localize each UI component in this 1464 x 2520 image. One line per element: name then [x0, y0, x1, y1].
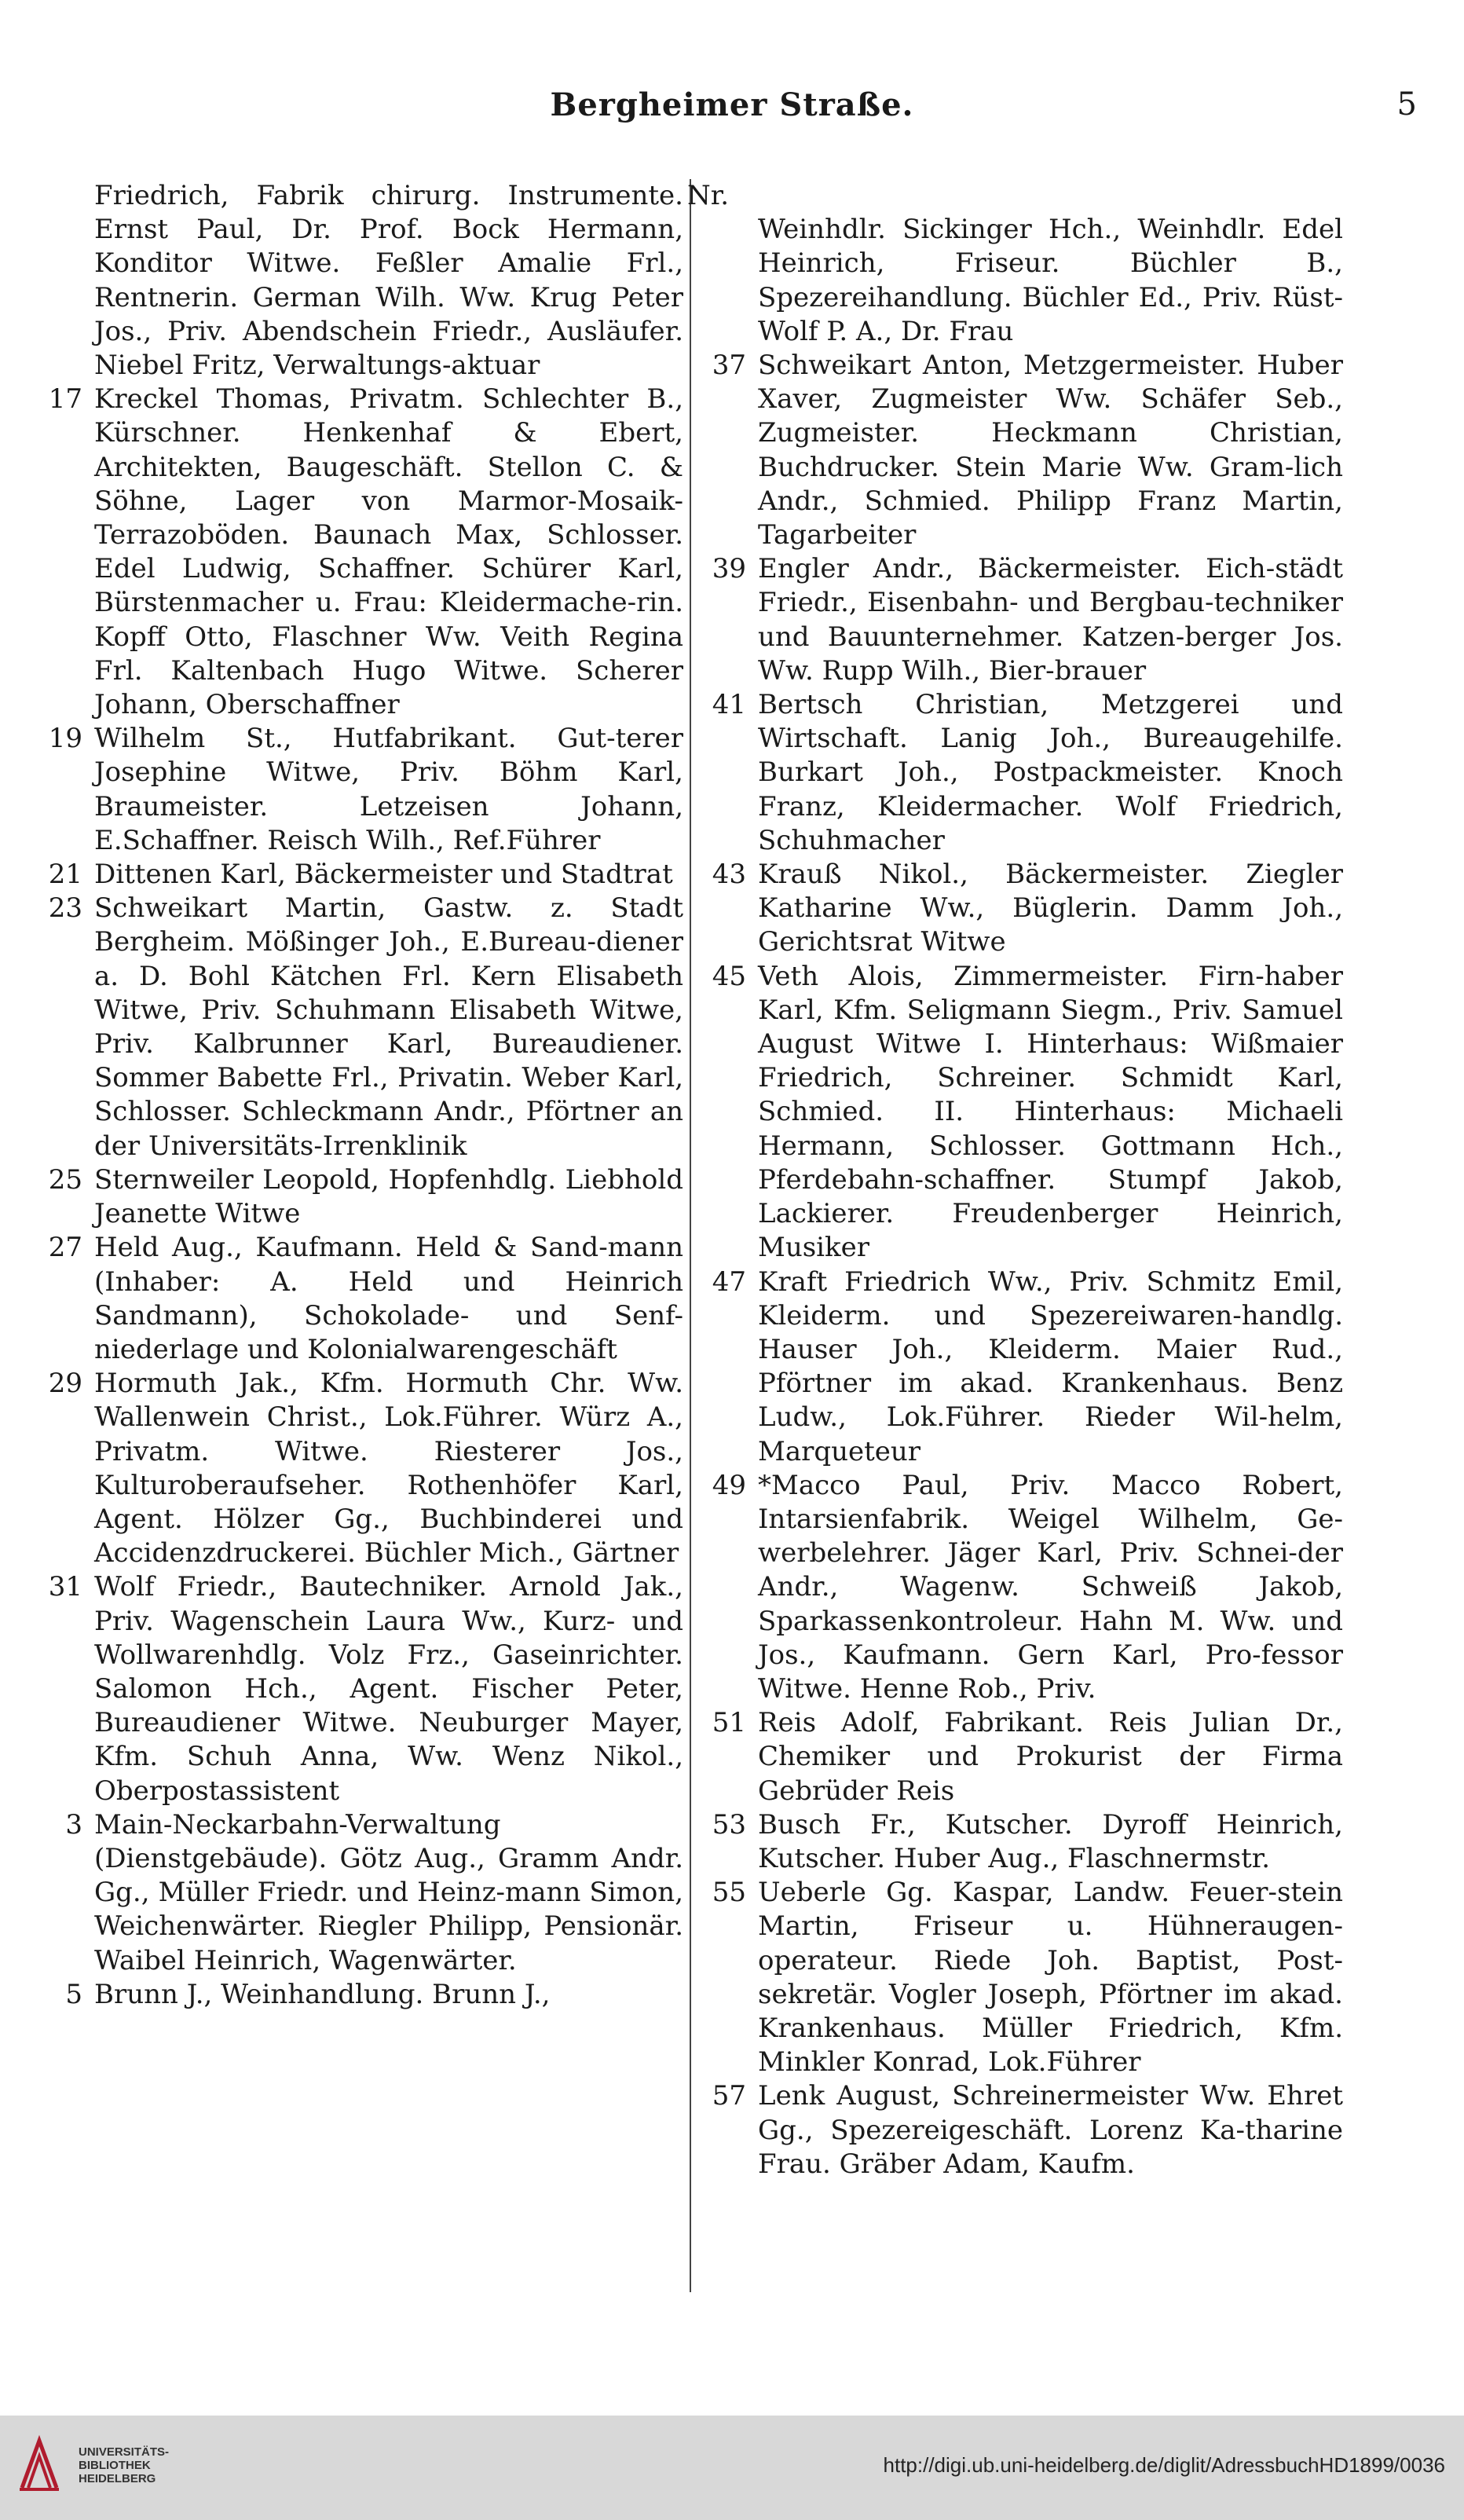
house-number: 57	[712, 2080, 746, 2112]
entry-text: Dittenen Karl, Bäckermeister und Stadtrat	[94, 859, 673, 891]
entry-text: Schweikart Anton, Metzgermeister. Huber Xaver, Zugmeister Ww. Schäfer Seb., Zugmeister. Heckmann Christian, Buchdrucker. Stein Marie Ww. Gram-lich Andr., Schmied. Philipp Franz Martin, Tagarbeiter	[758, 350, 1343, 551]
entry-text: Sternweiler Leopold, Hopfenhdlg. Liebhold Jeanette Witwe	[94, 1163, 683, 1230]
entry-text: Weinhdlr. Sickinger Hch., Weinhdlr. Edel Heinrich, Friseur. Büchler B., Spezereihandlung. Büchler Ed., Priv. Rüst-Wolf P. A., Dr. Frau	[758, 214, 1343, 347]
entry-text: Engler Andr., Bäckermeister. Eich-städt Friedr., Eisenbahn- und Bergbau-techniker und Bauunternehmer. Katzen-berger Jos. Ww. Rupp Wilh., Bier-brauer	[758, 553, 1343, 687]
address-entry	[703, 1706, 1343, 1808]
address-entry	[39, 1570, 683, 1808]
house-number: 39	[712, 553, 746, 585]
address-entry	[703, 1469, 1343, 1706]
library-name-line: HEIDELBERG	[79, 2472, 156, 2485]
entry-text: Wolf Friedr., Bautechniker. Arnold Jak., Priv. Wagenschein Laura Ww., Kurz- und Wollwarenhdlg. Volz Frz., Gaseinrichter. Salomon Hch., Agent. Fischer Peter, Bureaudiener Witwe. Neuburger Mayer, Kfm. Schuh Anna, Ww. Wenz Nikol., Oberpostassistent	[94, 1571, 683, 1807]
house-number: 55	[712, 1877, 746, 1909]
address-entry	[703, 552, 1343, 688]
library-name-line: BIBLIOTHEK	[79, 2459, 151, 2472]
address-entry	[703, 349, 1343, 552]
house-number: 3	[65, 1808, 82, 1841]
address-entry	[39, 858, 683, 892]
address-entry	[39, 892, 683, 1163]
entry-text: Hormuth Jak., Kfm. Hormuth Chr. Ww. Wallenwein Christ., Lok.Führer. Würz A., Privatm. Witwe. Riesterer Jos., Kulturoberaufseher. Rothenhöfer Karl, Agent. Hölzer Gg., Buchbinderei und Accidenzdruckerei. Büchler Mich., Gärtner	[94, 1368, 683, 1570]
house-number: 41	[712, 689, 746, 721]
entry-text: Kreckel Thomas, Privatm. Schlechter B., Kürschner. Henkenhaf & Ebert, Architekten, Baugeschäft. Stellon C. & Söhne, Lager von Marmor-Mosaik-Terrazoböden. Baunach Max, Schlosser. Edel Ludwig, Schaffner. Schürer Karl, Bürstenmacher u. Frau: Kleidermache-rin. Kopff Otto, Flaschner Ww. Veith Regina Frl. Kaltenbach Hugo Witwe. Scherer Johann, Oberschaffner	[94, 383, 683, 721]
house-number: 53	[712, 1808, 746, 1841]
address-entry	[703, 960, 1343, 1265]
address-entry	[39, 1367, 683, 1570]
house-number: 21	[48, 859, 82, 891]
address-entry	[703, 1808, 1343, 1876]
house-number: 37	[712, 350, 746, 382]
entry-text: *Macco Paul, Priv. Macco Robert, Intarsienfabrik. Weigel Wilhelm, Ge-werbelehrer. Jäger Karl, Priv. Schnei-der Andr., Wagenw. Schweiß Jakob, Sparkassenkontroleur. Hahn M. Ww. und Jos., Kaufmann. Gern Karl, Pro-fessor Witwe. Henne Rob., Priv.	[758, 1469, 1343, 1705]
house-number: 43	[712, 859, 746, 891]
house-number: 47	[712, 1265, 746, 1298]
entry-text: Busch Fr., Kutscher. Dyroff Heinrich, Kutscher. Huber Aug., Flaschnermstr.	[758, 1808, 1343, 1874]
library-name-line: UNIVERSITÄTS-	[79, 2445, 170, 2459]
entry-text: Schweikart Martin, Gastw. z. Stadt Bergheim. Mößinger Joh., E.Bureau-diener a. D. Bohl Kätchen Frl. Kern Elisabeth Witwe, Priv. Schuhmann Elisabeth Witwe, Priv. Kalbrunner Karl, Bureaudiener. Sommer Babette Frl., Privatin. Weber Karl, Schlosser. Schleckmann Andr., Pförtner an der Universitäts-Irrenklinik	[94, 892, 683, 1162]
address-entry	[703, 213, 1343, 349]
address-entry	[39, 1978, 683, 2012]
house-number: 25	[48, 1163, 82, 1196]
library-name	[79, 2445, 169, 2485]
house-number: 29	[48, 1368, 82, 1400]
entry-text: Held Aug., Kaufmann. Held & Sand-mann (Inhaber: A. Held und Heinrich Sandmann), Schokolade- und Senf-niederlage und Kolonialwarengeschäft	[94, 1232, 683, 1365]
entry-text: Veth Alois, Zimmermeister. Firn-haber Karl, Kfm. Seligmann Siegm., Priv. Samuel August Witwe I. Hinterhaus: Wißmaier Friedrich, Schreiner. Schmidt Karl, Schmied. II. Hinterhaus: Michaeli Hermann, Schlosser. Gottmann Hch., Pferdebahn-schaffner. Stumpf Jakob, Lackierer. Freudenberger Heinrich, Musiker	[758, 960, 1343, 1264]
address-entry	[703, 858, 1343, 960]
source-url-link[interactable]: http://digi.ub.uni-heidelberg.de/diglit/AdressbuchHD1899/0036	[883, 2453, 1445, 2477]
column-divider	[690, 179, 691, 2292]
house-number: 45	[712, 960, 746, 992]
address-entry	[39, 383, 683, 722]
column-heading: Nr.	[687, 180, 730, 211]
footer-bar	[0, 2416, 1464, 2520]
house-number: 19	[48, 723, 82, 755]
address-entry	[39, 179, 683, 383]
entry-text: Main-Neckarbahn-Verwaltung (Dienstgebäude). Götz Aug., Gramm Andr. Gg., Müller Friedr. und Heinz-mann Simon, Weichenwärter. Riegler Philipp, Pensionär. Waibel Heinrich, Wagenwärter.	[94, 1808, 683, 1976]
house-number: 49	[712, 1469, 746, 1501]
entry-text: Wilhelm St., Hutfabrikant. Gut-terer Josephine Witwe, Priv. Böhm Karl, Braumeister. Letzeisen Johann, E.Schaffner. Reisch Wilh., Ref.Führer	[94, 723, 683, 856]
house-number: 27	[48, 1232, 82, 1264]
address-entry	[39, 1163, 683, 1231]
address-entry	[39, 1808, 683, 1978]
address-entry	[703, 2079, 1343, 2181]
right-column	[687, 179, 1343, 2181]
house-number: 23	[48, 892, 82, 925]
entry-text: Lenk August, Schreinermeister Ww. Ehret Gg., Spezereigeschäft. Lorenz Ka-tharine Frau. Gräber Adam, Kaufm.	[758, 2080, 1343, 2180]
address-entry	[39, 1231, 683, 1367]
entry-text: Kraft Friedrich Ww., Priv. Schmitz Emil, Kleiderm. und Spezereiwaren-handlg. Hauser Joh., Kleiderm. Maier Rud., Pförtner im akad. Krankenhaus. Benz Ludw., Lok.Führer. Rieder Wil-helm, Marqueteur	[758, 1265, 1343, 1467]
entry-text: Friedrich, Fabrik chirurg. Instrumente. Ernst Paul, Dr. Prof. Bock Hermann, Konditor Witwe. Feßler Amalie Frl., Rentnerin. German Wilh. Ww. Krug Peter Jos., Priv. Abendschein Friedr., Ausläufer. Niebel Fritz, Verwaltungs-aktuar	[94, 180, 683, 382]
library-logo-icon	[16, 2433, 63, 2496]
house-number: 51	[712, 1707, 746, 1739]
house-number: 31	[48, 1571, 82, 1603]
page-number: 5	[1396, 86, 1417, 123]
address-entry	[39, 722, 683, 858]
entry-text: Krauß Nikol., Bäckermeister. Ziegler Katharine Ww., Büglerin. Damm Joh., Gerichtsrat Witwe	[758, 859, 1343, 958]
entry-text: Reis Adolf, Fabrikant. Reis Julian Dr., Chemiker und Prokurist der Firma Gebrüder Reis	[758, 1707, 1343, 1807]
house-number: 17	[48, 383, 82, 416]
house-number: 5	[65, 1978, 82, 2010]
entry-text: Ueberle Gg. Kaspar, Landw. Feuer-stein Martin, Friseur u. Hühneraugen-operateur. Riede Joh. Baptist, Post-sekretär. Vogler Joseph, Pförtner im akad. Krankenhaus. Müller Friedrich, Kfm. Minkler Konrad, Lok.Führer	[758, 1877, 1343, 2079]
left-column	[39, 179, 683, 2012]
address-entry	[703, 688, 1343, 858]
page-title: Bergheimer Straße.	[550, 86, 914, 123]
address-entry	[703, 1265, 1343, 1469]
entry-text: Brunn J., Weinhandlung. Brunn J.,	[94, 1978, 551, 2010]
page-header	[0, 86, 1464, 141]
entry-text: Bertsch Christian, Metzgerei und Wirtschaft. Lanig Joh., Bureaugehilfe. Burkart Joh., Postpackmeister. Knoch Franz, Kleidermacher. Wolf Friedrich, Schuhmacher	[758, 689, 1343, 856]
address-entry	[703, 1876, 1343, 2079]
